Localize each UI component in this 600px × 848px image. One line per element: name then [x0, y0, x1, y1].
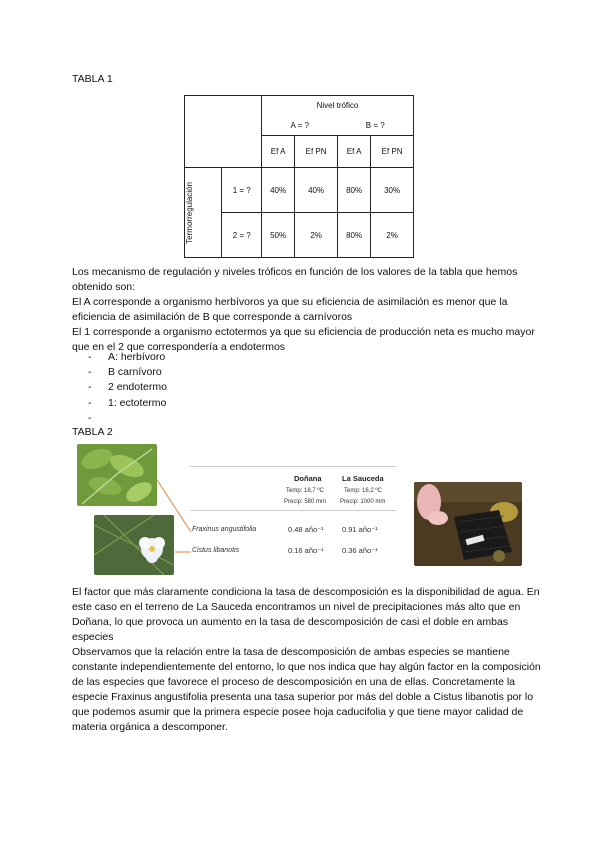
termorregulacion-label: Termorregulación: [185, 181, 194, 244]
litterbag-photo: [414, 482, 522, 566]
list-item-text: A: herbívoro: [108, 351, 166, 363]
precip-sauceda: Precip: 1000 mm: [340, 499, 386, 505]
tabla1-heading: TABLA 1: [72, 73, 113, 85]
fraxinus-photo: [77, 444, 157, 506]
col-la-sauceda: La Sauceda: [342, 474, 384, 483]
paragraph-1: [72, 265, 542, 355]
temp-sauceda: Temp: 16,2 ºC: [344, 488, 382, 494]
tabla1-table: [184, 95, 414, 258]
col-ef-pn-1: Ef PN: [295, 136, 338, 168]
row1-cell: 40%: [262, 168, 295, 213]
row2-label: 2 = ?: [222, 213, 262, 258]
top-rule: [190, 466, 396, 467]
mid-rule: [190, 510, 396, 511]
nivel-trofico-header: Nivel trófico: [262, 96, 414, 116]
row2-cell: 2%: [295, 213, 338, 258]
cistus-sauceda-rate: 0.36 año⁻¹: [342, 546, 378, 555]
list-item-text: B carnívoro: [108, 366, 162, 379]
list-item-text: 1: ectotermo: [108, 396, 167, 409]
col-ef-pn-2: Ef PN: [371, 136, 414, 168]
col-ef-a-2: Ef A: [337, 136, 370, 168]
row1-label: 1 = ?: [222, 168, 262, 213]
list-item: - 2 endotermo: [88, 380, 167, 395]
termorregulacion-cell: [185, 168, 222, 258]
paragraph-1-line: Los mecanismo de regulación y niveles tróficos en función de los valores de la tabla que hemos obtenido son:: [72, 266, 518, 293]
row2-cell: 2%: [371, 213, 414, 258]
paragraph-1-line: El 1 corresponde a organismo ectotermos ya que su eficiencia de producción neta es mucho mayor que en el 2 que correspondería a endotermos: [72, 326, 535, 353]
fraxinus-donana-rate: 0.48 año⁻¹: [288, 525, 324, 534]
paragraph-2: [72, 585, 542, 735]
group-b-header: B = ?: [337, 116, 413, 136]
row2-cell: 80%: [337, 213, 370, 258]
species-fraxinus: Fraxinus angustifolia: [192, 526, 257, 533]
row1-cell: 80%: [337, 168, 370, 213]
species-cistus: Cistus libanotis: [192, 547, 240, 554]
paragraph-2-line: Observamos que la relación entre la tasa de descomposición de ambas especies se mantiene constante independientemente del entorno, lo que nos indica que hay algún factor en la composición de las especies que favorece el proceso de descomposición en una de ellas. Concretamente la especie Fraxinus angustifolia presenta una tasa superior por más del doble a Cistus libanotis por lo que podemos asumir que la primera especie posee hoja caducifolia y que tiene mayor calidad de materia orgánica a descomponer.: [72, 646, 541, 733]
paragraph-2-line: El factor que más claramente condiciona la tasa de descomposición es la disponibilidad de agua. En este caso en el terreno de La Sauceda encontramos un nivel de precipitaciones más alto que en Doñana, lo que provoca un aumento en la tasa de descomposición de casi el doble en ambas especies: [72, 586, 540, 643]
row1-cell: 30%: [371, 168, 414, 213]
list-item: - B carnívoro: [88, 365, 167, 380]
fraxinus-sauceda-rate: 0.91 año⁻¹: [342, 525, 378, 534]
temp-donana: Temp: 18,7 ºC: [286, 488, 324, 494]
precip-donana: Precip: 580 mm: [284, 499, 327, 505]
list-item: - A: herbívoro: [88, 350, 167, 365]
cistus-donana-rate: 0.16 año⁻¹: [288, 546, 324, 555]
conclusion-list: [88, 350, 167, 426]
col-donana: Doñana: [294, 474, 322, 483]
row1-cell: 40%: [295, 168, 338, 213]
paragraph-1-line: El A corresponde a organismo herbívoros ya que su eficiencia de asimilación es menor que la eficiencia de asimilación de B que corresponde a carnívoros: [72, 296, 508, 323]
empty-corner: [185, 96, 262, 168]
list-item: -: [88, 411, 92, 424]
connector-arrows: [155, 478, 195, 558]
tabla2-table: [190, 466, 396, 566]
group-a-header: A = ?: [262, 116, 338, 136]
col-ef-a-1: Ef A: [262, 136, 295, 168]
tabla2-heading: TABLA 2: [72, 426, 113, 438]
list-item: - 1: ectotermo: [88, 396, 167, 411]
list-item-text: 2 endotermo: [108, 381, 167, 394]
row2-cell: 50%: [262, 213, 295, 258]
